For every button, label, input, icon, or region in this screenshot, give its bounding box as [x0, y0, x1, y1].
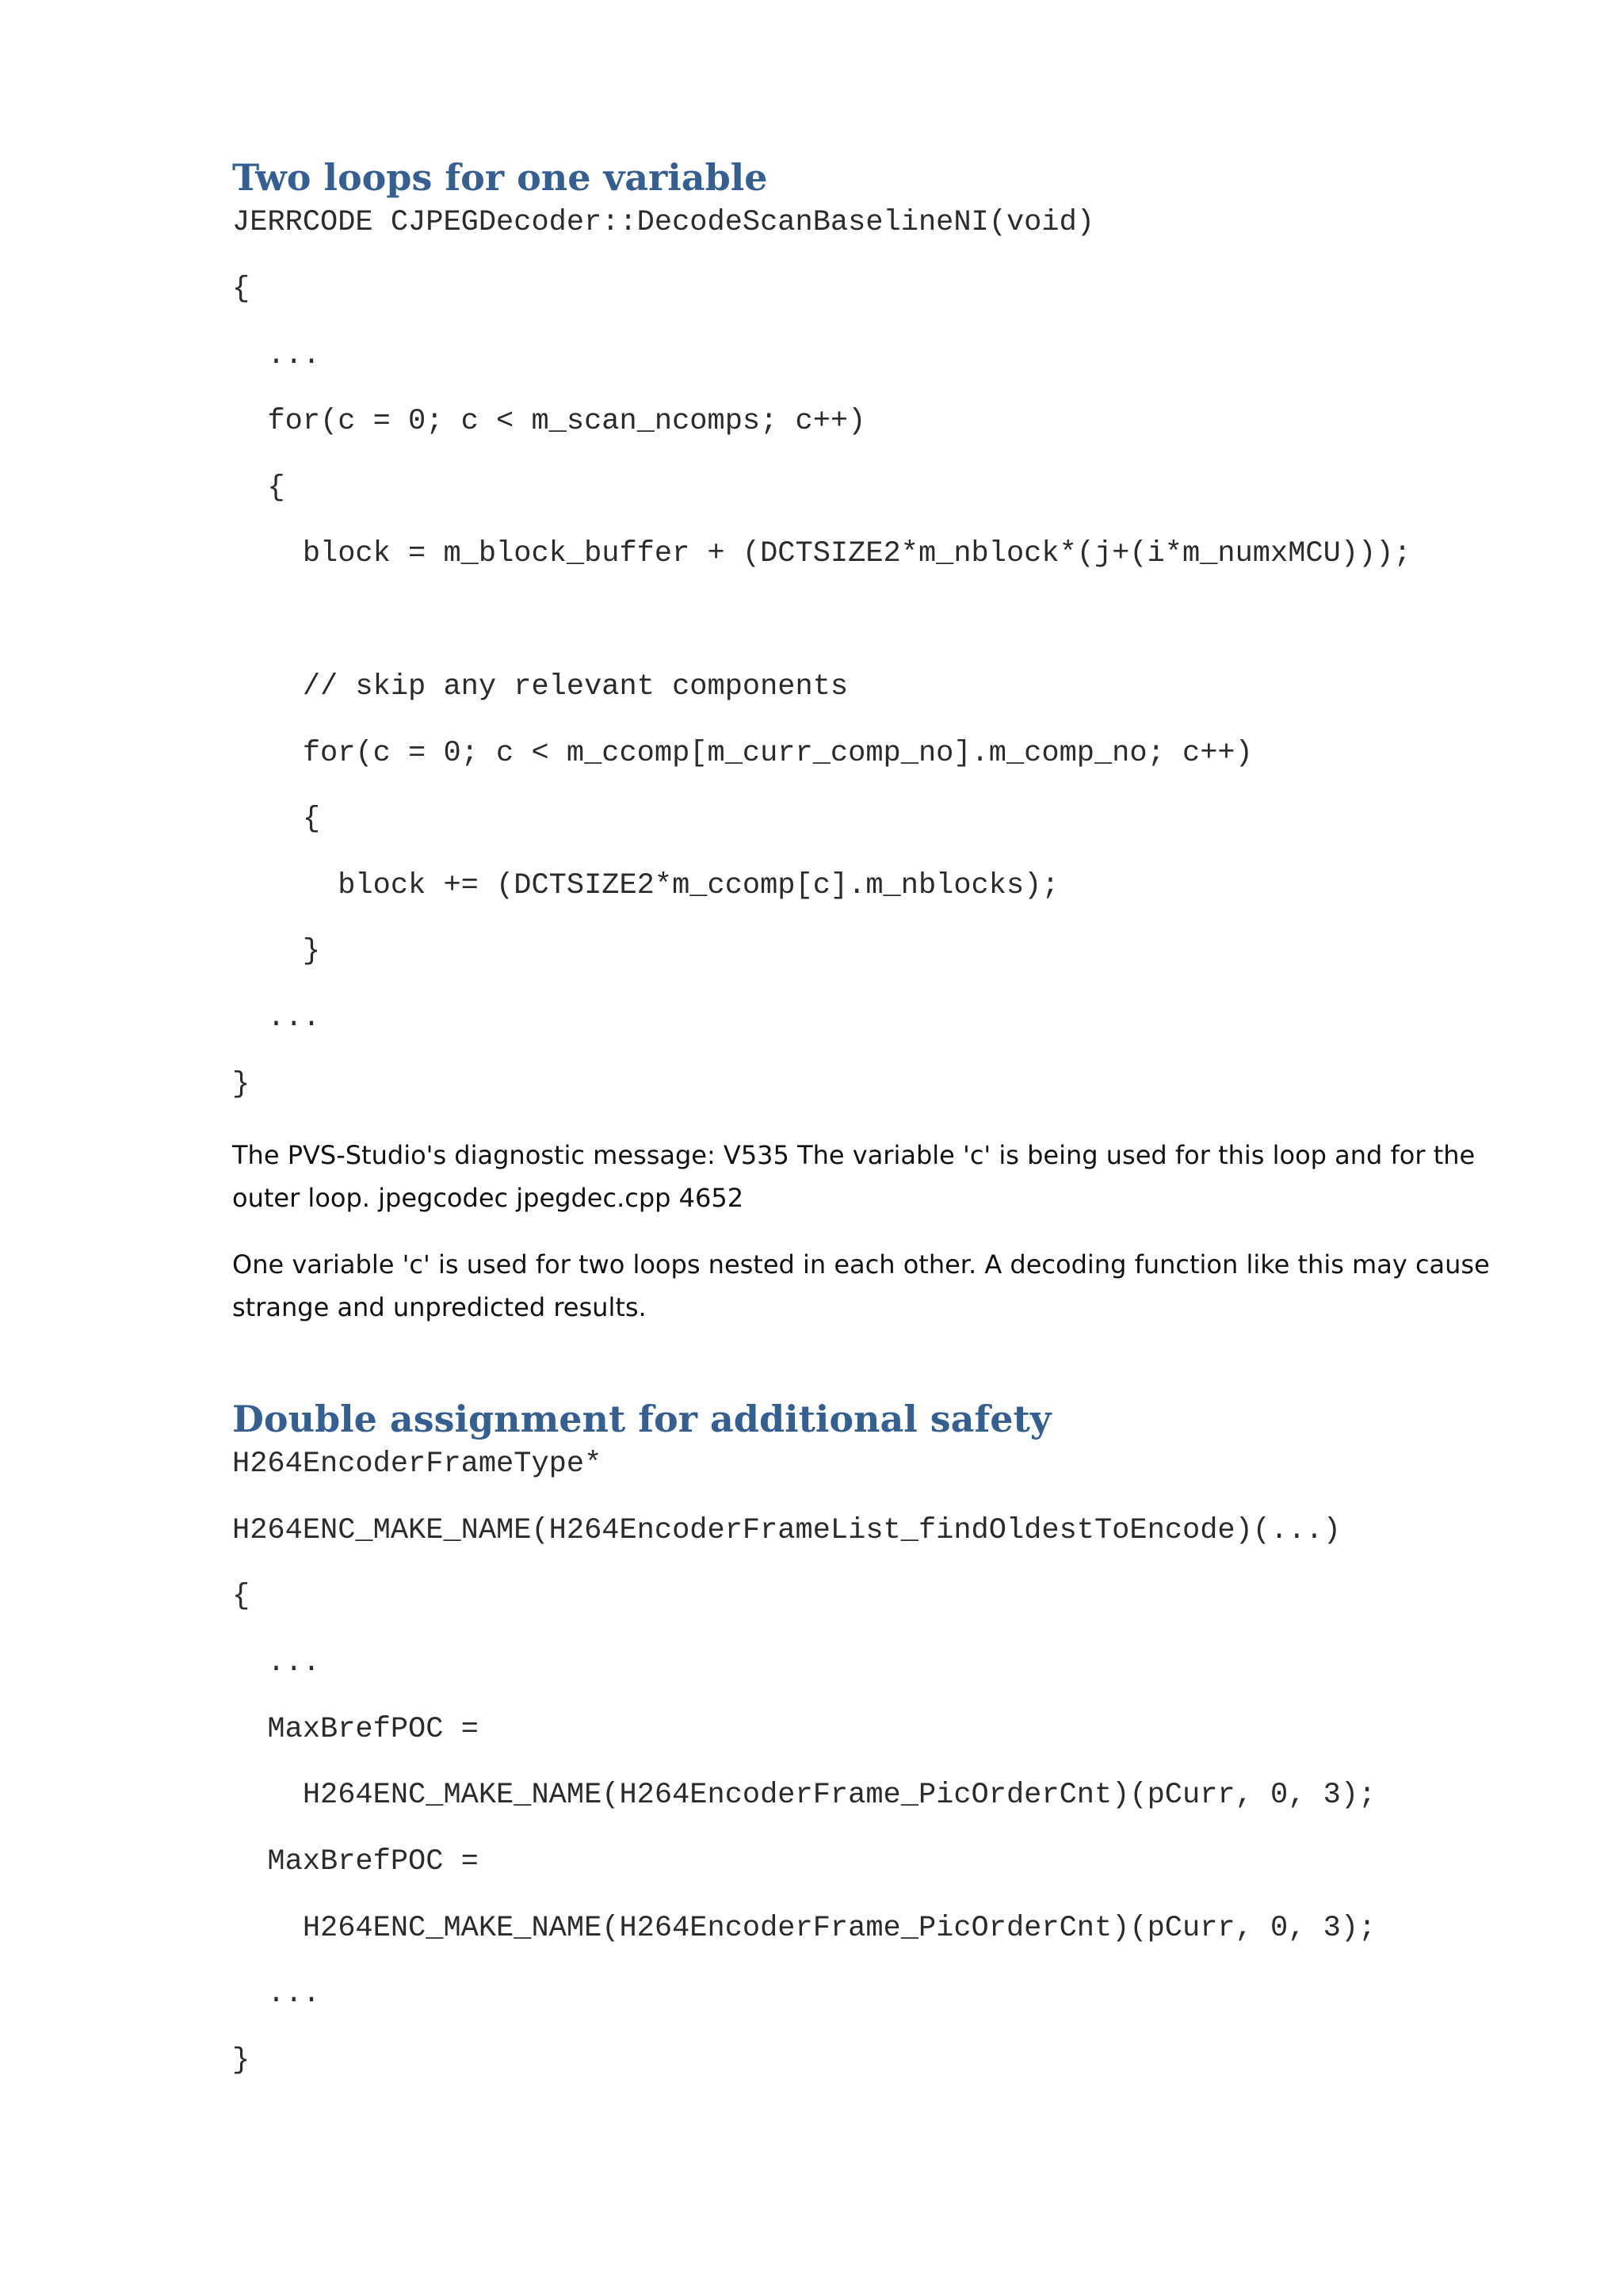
- code-line: MaxBrefPOC =: [232, 1845, 479, 1878]
- code-line: for(c = 0; c < m_ccomp[m_curr_comp_no].m_comp_no; c++): [232, 737, 1253, 770]
- code-line: {: [232, 471, 285, 505]
- code-line: H264ENC_MAKE_NAME(H264EncoderFrame_PicOrderCnt)(pCurr, 0, 3);: [232, 1779, 1377, 1812]
- code-line: {: [232, 1580, 250, 1613]
- code-line: // skip any relevant components: [232, 670, 849, 704]
- code-line: {: [232, 803, 321, 836]
- code-line: for(c = 0; c < m_scan_ncomps; c++): [232, 405, 866, 438]
- code-line: H264ENC_MAKE_NAME(H264EncoderFrame_PicOrderCnt)(pCurr, 0, 3);: [232, 1912, 1377, 1945]
- code-line: MaxBrefPOC =: [232, 1713, 479, 1746]
- code-line: JERRCODE CJPEGDecoder::DecodeScanBaselineNI(void): [232, 206, 1094, 239]
- code-line: }: [232, 2044, 250, 2077]
- code-line: }: [232, 1068, 250, 1101]
- section-heading-two-loops: Two loops for one variable: [232, 156, 768, 199]
- code-line: block += (DCTSIZE2*m_ccomp[c].m_nblocks);: [232, 869, 1060, 902]
- code-line: H264EncoderFrameType*: [232, 1447, 602, 1481]
- code-line: ...: [232, 1001, 321, 1035]
- section-heading-double-assignment: Double assignment for additional safety: [232, 1398, 1052, 1440]
- code-line: {: [232, 273, 250, 306]
- code-line: H264ENC_MAKE_NAME(H264EncoderFrameList_findOldestToEncode)(...): [232, 1514, 1341, 1547]
- code-line: block = m_block_buffer + (DCTSIZE2*m_nblock*(j+(i*m_numxMCU)));: [232, 537, 1411, 570]
- diagnostic-message: The PVS-Studio's diagnostic message: V535 The variable 'c' is being used for this loop and for the outer loop. jpegcodec jpegdec.cpp 4652: [232, 1140, 1476, 1213]
- code-line: ...: [232, 1978, 321, 2011]
- explanation-paragraph: One variable 'c' is used for two loops nested in each other. A decoding function like this may cause strange and unpredicted results.: [232, 1249, 1490, 1322]
- code-line: ...: [232, 339, 321, 372]
- code-line: ...: [232, 1646, 321, 1680]
- code-line: }: [232, 935, 321, 968]
